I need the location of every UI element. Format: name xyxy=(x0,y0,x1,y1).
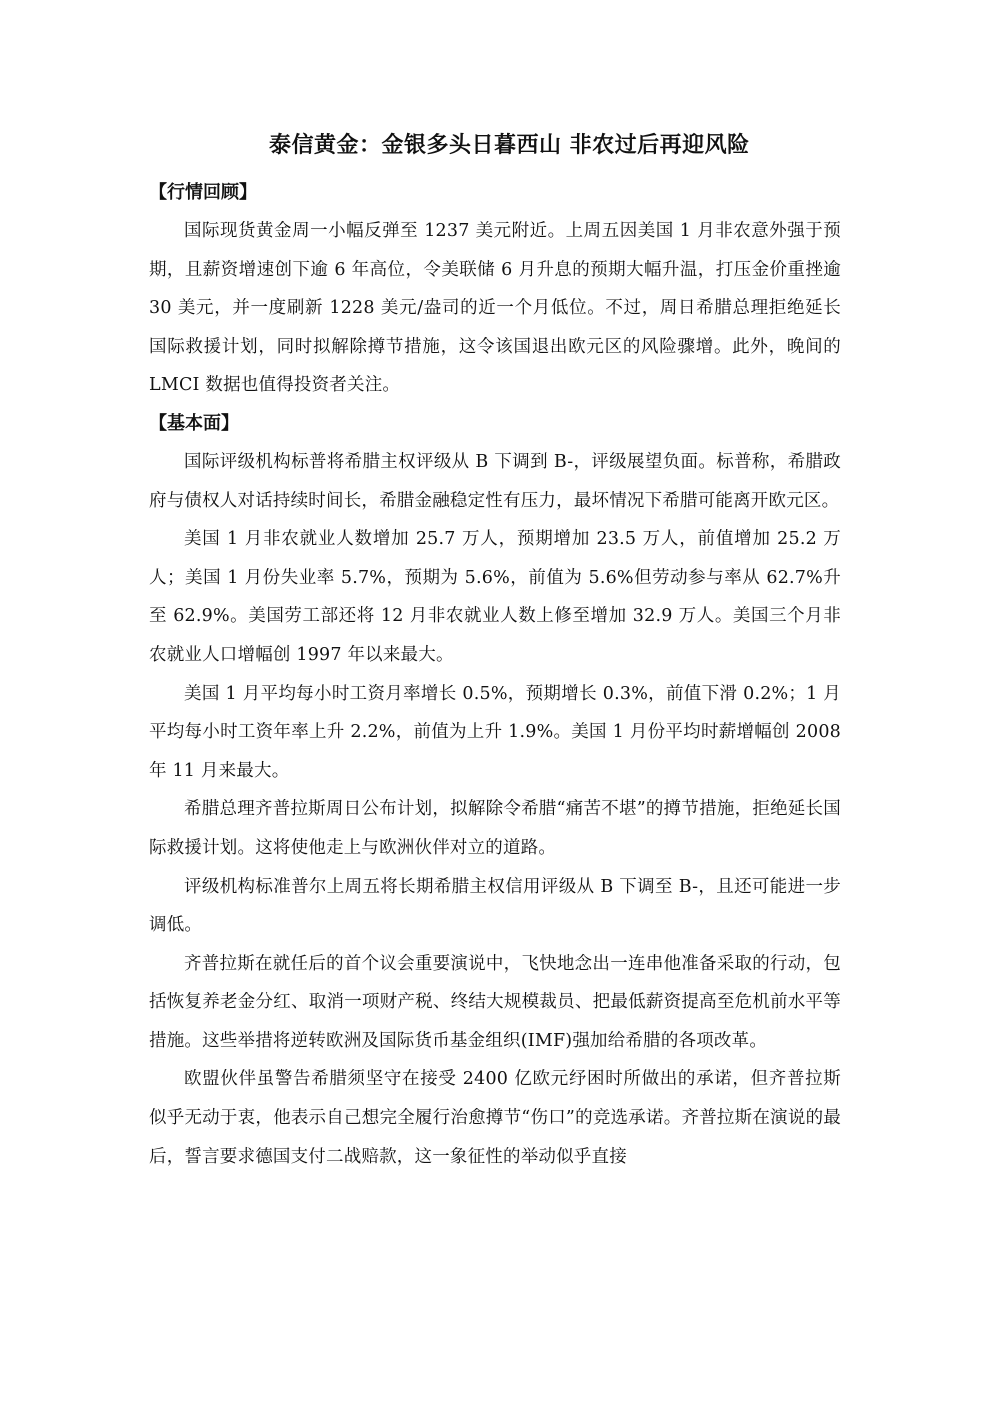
section-market-review xyxy=(149,174,841,405)
paragraph: 国际评级机构标普将希腊主权评级从 B 下调到 B-，评级展望负面。标普称，希腊政府与债权人对话持续时间长，希腊金融稳定性有压力，最坏情况下希腊可能离开欧元区。 xyxy=(149,451,841,511)
paragraph: 希腊总理齐普拉斯周日公布计划，拟解除令希腊“痛苦不堪”的撙节措施，拒绝延长国际救援计划。这将使他走上与欧洲伙伴对立的道路。 xyxy=(149,799,841,858)
document-title: 泰信黄金：金银多头日暮西山 非农过后再迎风险 xyxy=(269,133,750,158)
paragraph: 欧盟伙伴虽警告希腊须坚守在接受 2400 亿欧元纾困时所做出的承诺，但齐普拉斯似乎无动于衷，他表示自己想完全履行治愈撙节“伤口”的竞选承诺。齐普拉斯在演说的最后，誓言要求德国支付二战赔款，这一象征性的举动似乎直接 xyxy=(149,1069,841,1167)
section-fundamentals xyxy=(149,405,841,1176)
section-heading-fundamentals: 【基本面】 xyxy=(149,412,239,434)
paragraph: 齐普拉斯在就任后的首个议会重要演说中，飞快地念出一连串他准备采取的行动，包括恢复养老金分红、取消一项财产税、终结大规模裁员、把最低薪资提高至危机前水平等措施。这些举措将逆转欧洲及国际货币基金组织(IMF)强加给希腊的各项改革。 xyxy=(149,953,841,1051)
paragraph: 国际现货黄金周一小幅反弹至 1237 美元附近。上周五因美国 1 月非农意外强于预期，且薪资增速创下逾 6 年高位，令美联储 6 月升息的预期大幅升温，打压金价重挫逾 30 美元，并一度刷新 1228 美元/盎司的近一个月低位。不过，周日希腊总理拒绝延长国际救援计划，同时拟解除撙节措施，这令该国退出欧元区的风险骤增。此外，晚间的 LMCI 数据也值得投资者关注。 xyxy=(149,221,841,396)
paragraph: 美国 1 月平均每小时工资月率增长 0.5%，预期增长 0.3%，前值下滑 0.2%；1 月平均每小时工资年率上升 2.2%，前值为上升 1.9%。美国 1 月份平均时薪增幅创 2008 年 11 月来最大。 xyxy=(149,683,841,781)
section-heading-market-review: 【行情回顾】 xyxy=(149,182,257,203)
paragraph: 评级机构标准普尔上周五将长期希腊主权信用评级从 B 下调至 B-，且还可能进一步调低。 xyxy=(149,876,841,936)
paragraph: 美国 1 月非农就业人数增加 25.7 万人，预期增加 23.5 万人，前值增加 25.2 万人；美国 1 月份失业率 5.7%，预期为 5.6%，前值为 5.6%但劳动参与率从 62.7%升至 62.9%。美国劳工部还将 12 月非农就业人数上修至增加 32.9 万人。美国三个月非农就业人口增幅创 1997 年以来最大。 xyxy=(149,529,841,665)
document-page xyxy=(149,128,841,1176)
